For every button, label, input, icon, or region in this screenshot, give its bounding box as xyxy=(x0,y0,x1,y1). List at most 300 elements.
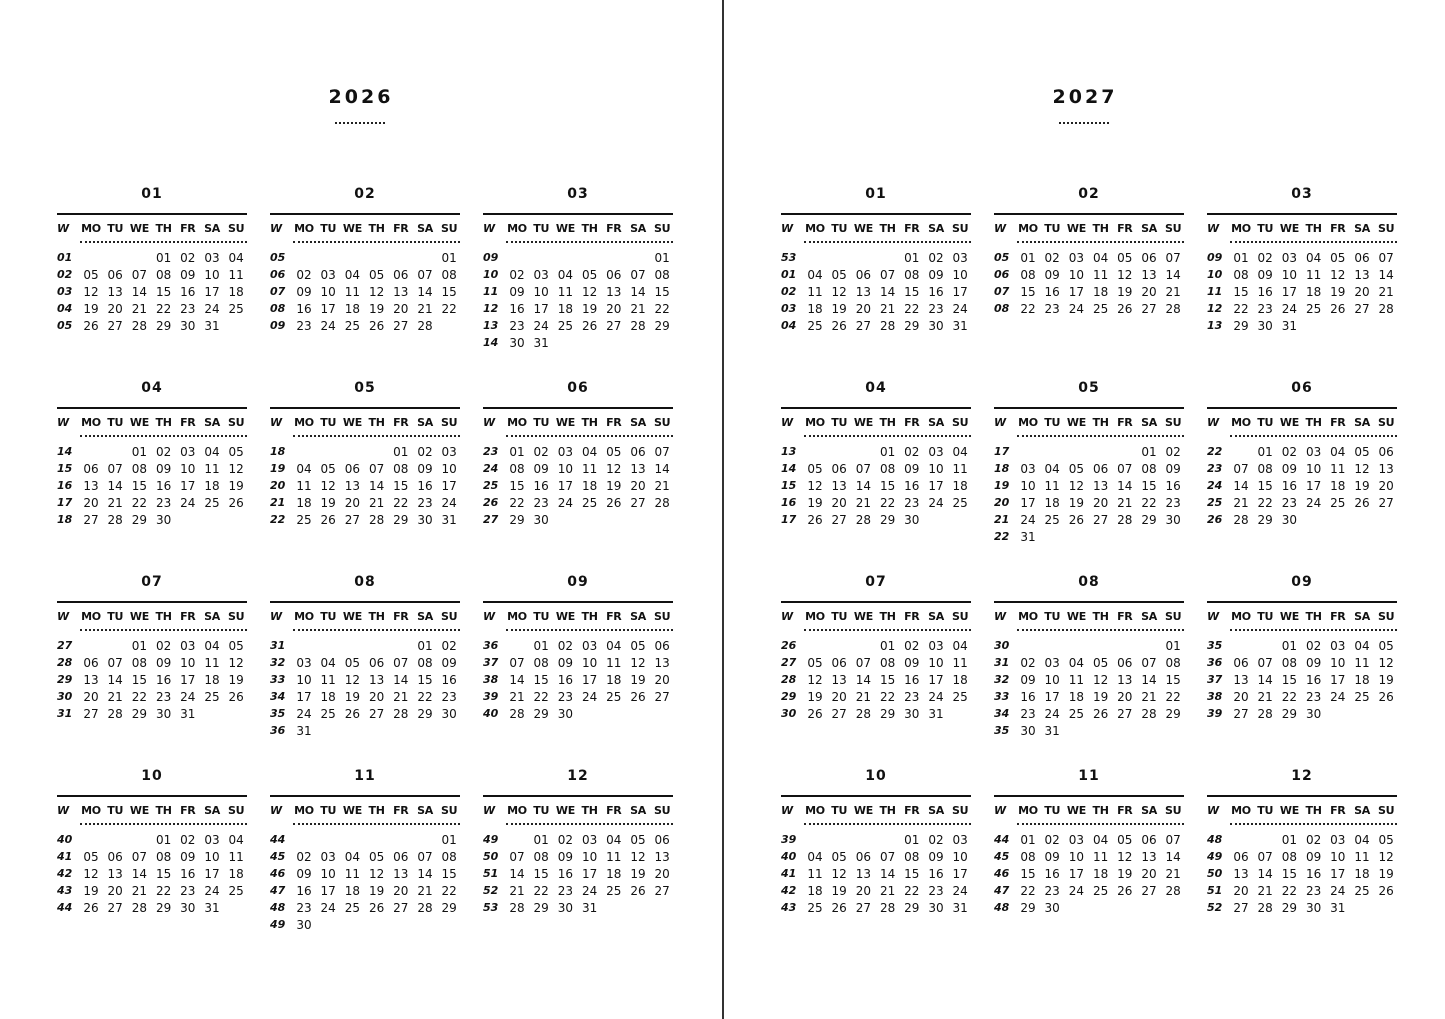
weekday-label: FR xyxy=(180,416,196,429)
day-cell: 25 xyxy=(204,496,220,510)
week-number: 48 xyxy=(270,901,286,914)
month-number: 12 xyxy=(1291,768,1313,784)
weekday-header xyxy=(781,803,971,819)
day-cell: 15 xyxy=(1257,479,1273,493)
week-number: 24 xyxy=(1207,479,1223,492)
weekday-header xyxy=(994,221,1184,237)
week-row xyxy=(483,655,673,672)
day-cell: 30 xyxy=(928,319,944,333)
day-cell: 30 xyxy=(155,513,172,527)
week-number: 41 xyxy=(57,850,73,863)
day-cell: 22 xyxy=(533,690,549,704)
day-cell: 22 xyxy=(904,884,920,898)
week-number: 05 xyxy=(270,251,286,264)
day-cell: 27 xyxy=(831,513,847,527)
day-cell: 13 xyxy=(1117,673,1133,687)
weekday-header xyxy=(57,221,247,237)
week-number: 16 xyxy=(781,496,797,509)
week-row xyxy=(270,883,460,900)
day-cell: 04 xyxy=(807,850,823,864)
day-cell: 10 xyxy=(928,462,944,476)
day-cell: 21 xyxy=(107,690,123,704)
day-cell: 29 xyxy=(1020,901,1036,915)
day-cell: 11 xyxy=(344,285,361,299)
day-cell: 17 xyxy=(1068,867,1085,881)
day-cell: 10 xyxy=(952,268,968,282)
weekday-label: MO xyxy=(805,804,825,817)
day-cell: 06 xyxy=(393,268,409,282)
week-number: 17 xyxy=(57,496,73,509)
day-cell: 23 xyxy=(1044,302,1060,316)
weekday-header xyxy=(1207,803,1397,819)
week-column-label: W xyxy=(994,610,1007,623)
day-cell: 06 xyxy=(630,445,646,459)
day-cell: 23 xyxy=(180,302,196,316)
weekday-label: TH xyxy=(1305,416,1322,429)
day-cell: 18 xyxy=(1354,867,1370,881)
week-row xyxy=(483,883,673,900)
week-number: 51 xyxy=(1207,884,1223,897)
weekday-label: SU xyxy=(1165,222,1182,235)
day-cell: 11 xyxy=(1092,268,1109,282)
weekday-label: MO xyxy=(1018,416,1038,429)
week-column-label: W xyxy=(483,610,496,623)
day-cell: 15 xyxy=(1141,479,1157,493)
day-cell: 07 xyxy=(1378,251,1394,265)
day-cell: 06 xyxy=(1092,462,1109,476)
month-rule xyxy=(483,407,673,409)
day-cell: 16 xyxy=(296,302,312,316)
day-cell: 12 xyxy=(1330,268,1346,282)
weekday-label: SU xyxy=(952,416,969,429)
day-cell: 30 xyxy=(904,707,920,721)
week-row xyxy=(1207,655,1397,672)
day-cell: 25 xyxy=(228,302,244,316)
day-cell: 24 xyxy=(204,302,220,316)
weekday-label: MO xyxy=(507,804,527,817)
day-cell: 17 xyxy=(441,479,457,493)
day-cell: 25 xyxy=(581,496,598,510)
weekday-label: SA xyxy=(1141,804,1157,817)
weekday-label: SA xyxy=(928,222,944,235)
day-cell: 25 xyxy=(1330,496,1346,510)
weekday-label: WE xyxy=(129,804,149,817)
day-cell: 02 xyxy=(1281,445,1298,459)
week-row xyxy=(781,883,971,900)
weekday-label: SA xyxy=(1354,222,1370,235)
weekday-label: TU xyxy=(1044,804,1061,817)
day-cell: 01 xyxy=(509,445,525,459)
day-cell: 19 xyxy=(83,302,99,316)
week-column-label: W xyxy=(781,610,794,623)
day-cell: 01 xyxy=(1233,251,1249,265)
weekday-label: MO xyxy=(294,416,314,429)
header-dotted-rule xyxy=(1017,241,1184,243)
header-dotted-rule xyxy=(506,823,673,825)
weekday-label: MO xyxy=(805,416,825,429)
day-cell: 12 xyxy=(83,285,99,299)
week-number: 36 xyxy=(483,639,499,652)
week-number: 24 xyxy=(483,462,499,475)
day-cell: 17 xyxy=(1068,285,1085,299)
day-cell: 12 xyxy=(1378,656,1394,670)
day-cell: 03 xyxy=(952,251,968,265)
day-cell: 18 xyxy=(1068,690,1085,704)
day-cell: 05 xyxy=(368,850,385,864)
day-cell: 06 xyxy=(654,833,670,847)
month-number: 03 xyxy=(567,186,589,202)
week-column-label: W xyxy=(994,416,1007,429)
day-cell: 16 xyxy=(904,479,920,493)
weekday-label: WE xyxy=(853,804,873,817)
week-row xyxy=(270,917,460,934)
day-cell: 04 xyxy=(1092,833,1109,847)
day-cell: 12 xyxy=(807,673,823,687)
day-cell: 14 xyxy=(107,479,123,493)
weekday-header xyxy=(1207,415,1397,431)
day-cell: 19 xyxy=(1330,285,1346,299)
day-cell: 02 xyxy=(180,251,196,265)
day-cell: 02 xyxy=(180,833,196,847)
day-cell: 27 xyxy=(83,707,99,721)
day-cell: 04 xyxy=(228,251,244,265)
day-cell: 19 xyxy=(1378,867,1394,881)
week-number: 22 xyxy=(994,530,1010,543)
day-cell: 08 xyxy=(1281,656,1298,670)
week-number: 27 xyxy=(57,639,73,652)
day-cell: 02 xyxy=(417,445,433,459)
day-cell: 16 xyxy=(1044,285,1060,299)
day-cell: 07 xyxy=(1165,833,1181,847)
day-cell: 03 xyxy=(533,268,549,282)
week-column-label: W xyxy=(270,416,283,429)
weekday-label: TU xyxy=(1044,610,1061,623)
day-cell: 16 xyxy=(1257,285,1273,299)
day-cell: 09 xyxy=(1044,850,1060,864)
day-cell: 16 xyxy=(417,479,433,493)
week-row xyxy=(483,638,673,655)
week-row xyxy=(270,849,460,866)
weekday-label: MO xyxy=(81,222,101,235)
week-row xyxy=(781,672,971,689)
week-number: 27 xyxy=(781,656,797,669)
day-cell: 31 xyxy=(180,707,196,721)
month-rule xyxy=(57,213,247,215)
day-cell: 21 xyxy=(855,690,872,704)
week-number: 04 xyxy=(781,319,797,332)
month-number: 06 xyxy=(567,380,589,396)
day-cell: 28 xyxy=(107,513,123,527)
week-row xyxy=(270,638,460,655)
day-cell: 13 xyxy=(855,867,872,881)
day-cell: 19 xyxy=(320,496,336,510)
day-cell: 03 xyxy=(296,656,312,670)
day-cell: 07 xyxy=(1257,656,1273,670)
header-dotted-rule xyxy=(80,241,247,243)
week-number: 34 xyxy=(994,707,1010,720)
weekday-label: MO xyxy=(294,222,314,235)
day-cell: 10 xyxy=(581,850,598,864)
day-cell: 09 xyxy=(441,656,457,670)
weekday-header xyxy=(781,415,971,431)
day-cell: 01 xyxy=(131,445,148,459)
day-cell: 28 xyxy=(879,319,896,333)
weekday-label: SU xyxy=(654,222,671,235)
week-number: 48 xyxy=(1207,833,1223,846)
day-cell: 21 xyxy=(393,690,409,704)
day-cell: 14 xyxy=(855,479,872,493)
day-cell: 14 xyxy=(417,867,433,881)
day-cell: 17 xyxy=(928,673,944,687)
day-cell: 01 xyxy=(1020,833,1036,847)
week-row xyxy=(57,706,247,723)
day-cell: 27 xyxy=(630,496,646,510)
day-cell: 20 xyxy=(83,690,99,704)
week-number: 13 xyxy=(483,319,499,332)
weekday-header xyxy=(270,221,460,237)
day-cell: 20 xyxy=(855,302,872,316)
day-cell: 18 xyxy=(557,302,574,316)
week-number: 44 xyxy=(994,833,1010,846)
day-cell: 15 xyxy=(904,285,920,299)
day-cell: 26 xyxy=(1117,302,1133,316)
day-cell: 12 xyxy=(831,285,847,299)
day-cell: 24 xyxy=(928,690,944,704)
month-rule xyxy=(781,213,971,215)
day-cell: 15 xyxy=(155,867,172,881)
day-cell: 28 xyxy=(1233,513,1249,527)
day-cell: 30 xyxy=(557,707,574,721)
weekday-label: SU xyxy=(441,804,458,817)
weekday-label: FR xyxy=(180,222,196,235)
day-cell: 04 xyxy=(228,833,244,847)
day-cell: 26 xyxy=(228,496,244,510)
week-row xyxy=(483,706,673,723)
week-number: 40 xyxy=(57,833,73,846)
weekday-label: SU xyxy=(1165,416,1182,429)
day-cell: 13 xyxy=(83,673,99,687)
week-row xyxy=(1207,512,1397,529)
day-cell: 14 xyxy=(131,285,148,299)
day-cell: 15 xyxy=(1165,673,1181,687)
day-cell: 31 xyxy=(441,513,457,527)
header-dotted-rule xyxy=(506,241,673,243)
day-cell: 26 xyxy=(1092,707,1109,721)
day-cell: 16 xyxy=(1305,867,1322,881)
day-cell: 19 xyxy=(228,479,244,493)
month-rule xyxy=(483,213,673,215)
day-cell: 14 xyxy=(509,673,525,687)
weekday-label: TU xyxy=(107,610,124,623)
day-cell: 16 xyxy=(1020,690,1036,704)
day-cell: 21 xyxy=(131,302,148,316)
day-cell: 28 xyxy=(855,707,872,721)
day-cell: 16 xyxy=(557,673,574,687)
week-row xyxy=(781,832,971,849)
weekday-label: FR xyxy=(606,610,622,623)
week-row xyxy=(57,900,247,917)
weekday-label: FR xyxy=(1330,610,1346,623)
day-cell: 25 xyxy=(204,690,220,704)
day-cell: 07 xyxy=(1233,462,1249,476)
day-cell: 04 xyxy=(204,639,220,653)
weekday-label: WE xyxy=(342,804,362,817)
day-cell: 21 xyxy=(654,479,670,493)
day-cell: 12 xyxy=(83,867,99,881)
day-cell: 25 xyxy=(344,319,361,333)
weekday-label: SU xyxy=(1378,416,1395,429)
header-dotted-rule xyxy=(293,241,460,243)
week-row xyxy=(781,689,971,706)
week-number: 10 xyxy=(1207,268,1223,281)
day-cell: 12 xyxy=(831,867,847,881)
week-row xyxy=(57,512,247,529)
day-cell: 28 xyxy=(1141,707,1157,721)
header-dotted-rule xyxy=(804,823,971,825)
day-cell: 01 xyxy=(533,639,549,653)
day-cell: 25 xyxy=(1354,884,1370,898)
day-cell: 05 xyxy=(807,462,823,476)
day-cell: 12 xyxy=(1068,479,1085,493)
day-cell: 06 xyxy=(83,462,99,476)
header-dotted-rule xyxy=(80,435,247,437)
weekday-label: TH xyxy=(368,222,385,235)
week-number: 48 xyxy=(994,901,1010,914)
day-cell: 02 xyxy=(155,639,172,653)
week-row xyxy=(270,706,460,723)
day-cell: 03 xyxy=(1330,639,1346,653)
weekday-label: SU xyxy=(1378,610,1395,623)
week-number: 31 xyxy=(270,639,286,652)
day-cell: 01 xyxy=(1281,833,1298,847)
day-cell: 23 xyxy=(928,884,944,898)
weekday-label: TU xyxy=(320,610,337,623)
week-number: 41 xyxy=(781,867,797,880)
day-cell: 29 xyxy=(904,319,920,333)
weekday-label: TU xyxy=(1257,416,1274,429)
weekday-label: WE xyxy=(853,416,873,429)
day-cell: 24 xyxy=(296,707,312,721)
day-cell: 26 xyxy=(1378,690,1394,704)
day-cell: 13 xyxy=(83,479,99,493)
weekday-label: TU xyxy=(107,416,124,429)
day-cell: 17 xyxy=(180,673,196,687)
day-cell: 06 xyxy=(831,656,847,670)
day-cell: 30 xyxy=(1305,901,1322,915)
day-cell: 05 xyxy=(1354,445,1370,459)
day-cell: 25 xyxy=(952,496,968,510)
month-rule xyxy=(57,601,247,603)
week-row xyxy=(57,883,247,900)
week-column-label: W xyxy=(781,222,794,235)
day-cell: 11 xyxy=(228,268,244,282)
day-cell: 15 xyxy=(441,285,457,299)
day-cell: 08 xyxy=(155,268,172,282)
day-cell: 28 xyxy=(417,319,433,333)
day-cell: 04 xyxy=(320,656,336,670)
day-cell: 27 xyxy=(855,901,872,915)
week-number: 45 xyxy=(270,850,286,863)
day-cell: 14 xyxy=(1233,479,1249,493)
week-row xyxy=(483,832,673,849)
day-cell: 27 xyxy=(1354,302,1370,316)
day-cell: 30 xyxy=(155,707,172,721)
day-cell: 25 xyxy=(807,901,823,915)
month-number: 01 xyxy=(141,186,163,202)
week-number: 42 xyxy=(57,867,73,880)
day-cell: 05 xyxy=(344,656,361,670)
week-number: 36 xyxy=(1207,656,1223,669)
weekday-label: TU xyxy=(831,804,848,817)
day-cell: 13 xyxy=(1233,673,1249,687)
header-dotted-rule xyxy=(1230,435,1397,437)
day-cell: 07 xyxy=(654,445,670,459)
weekday-label: TH xyxy=(155,610,172,623)
weekday-label: SU xyxy=(441,610,458,623)
weekday-label: WE xyxy=(129,610,149,623)
day-cell: 02 xyxy=(904,639,920,653)
weekday-label: TU xyxy=(831,416,848,429)
day-cell: 30 xyxy=(533,513,549,527)
day-cell: 28 xyxy=(654,496,670,510)
day-cell: 19 xyxy=(368,884,385,898)
week-number: 30 xyxy=(57,690,73,703)
day-cell: 22 xyxy=(441,884,457,898)
day-cell: 27 xyxy=(107,319,123,333)
day-cell: 10 xyxy=(557,462,574,476)
day-cell: 02 xyxy=(1165,445,1181,459)
week-column-label: W xyxy=(994,222,1007,235)
weekday-label: TU xyxy=(107,804,124,817)
week-row xyxy=(483,849,673,866)
weekday-label: SA xyxy=(1141,416,1157,429)
day-cell: 09 xyxy=(155,656,172,670)
day-cell: 11 xyxy=(344,867,361,881)
day-cell: 01 xyxy=(1257,445,1273,459)
day-cell: 22 xyxy=(879,690,896,704)
day-cell: 21 xyxy=(879,884,896,898)
day-cell: 16 xyxy=(904,673,920,687)
day-cell: 29 xyxy=(879,707,896,721)
day-cell: 04 xyxy=(1068,656,1085,670)
month-number: 07 xyxy=(141,574,163,590)
day-cell: 23 xyxy=(1257,302,1273,316)
week-row xyxy=(781,866,971,883)
weekday-label: WE xyxy=(555,610,575,623)
day-cell: 31 xyxy=(1020,530,1036,544)
day-cell: 14 xyxy=(1257,673,1273,687)
day-cell: 19 xyxy=(831,302,847,316)
day-cell: 14 xyxy=(107,673,123,687)
week-column-label: W xyxy=(483,222,496,235)
day-cell: 19 xyxy=(630,673,646,687)
day-cell: 04 xyxy=(807,268,823,282)
day-cell: 01 xyxy=(1281,639,1298,653)
day-cell: 01 xyxy=(904,251,920,265)
weekday-label: SA xyxy=(630,222,646,235)
day-cell: 08 xyxy=(904,850,920,864)
weekday-label: FR xyxy=(606,416,622,429)
day-cell: 23 xyxy=(1044,884,1060,898)
day-cell: 30 xyxy=(1165,513,1181,527)
day-cell: 09 xyxy=(1281,462,1298,476)
day-cell: 02 xyxy=(928,833,944,847)
day-cell: 22 xyxy=(1141,496,1157,510)
weekday-label: TU xyxy=(1257,610,1274,623)
day-cell: 26 xyxy=(83,901,99,915)
day-cell: 19 xyxy=(807,690,823,704)
day-cell: 15 xyxy=(1281,867,1298,881)
